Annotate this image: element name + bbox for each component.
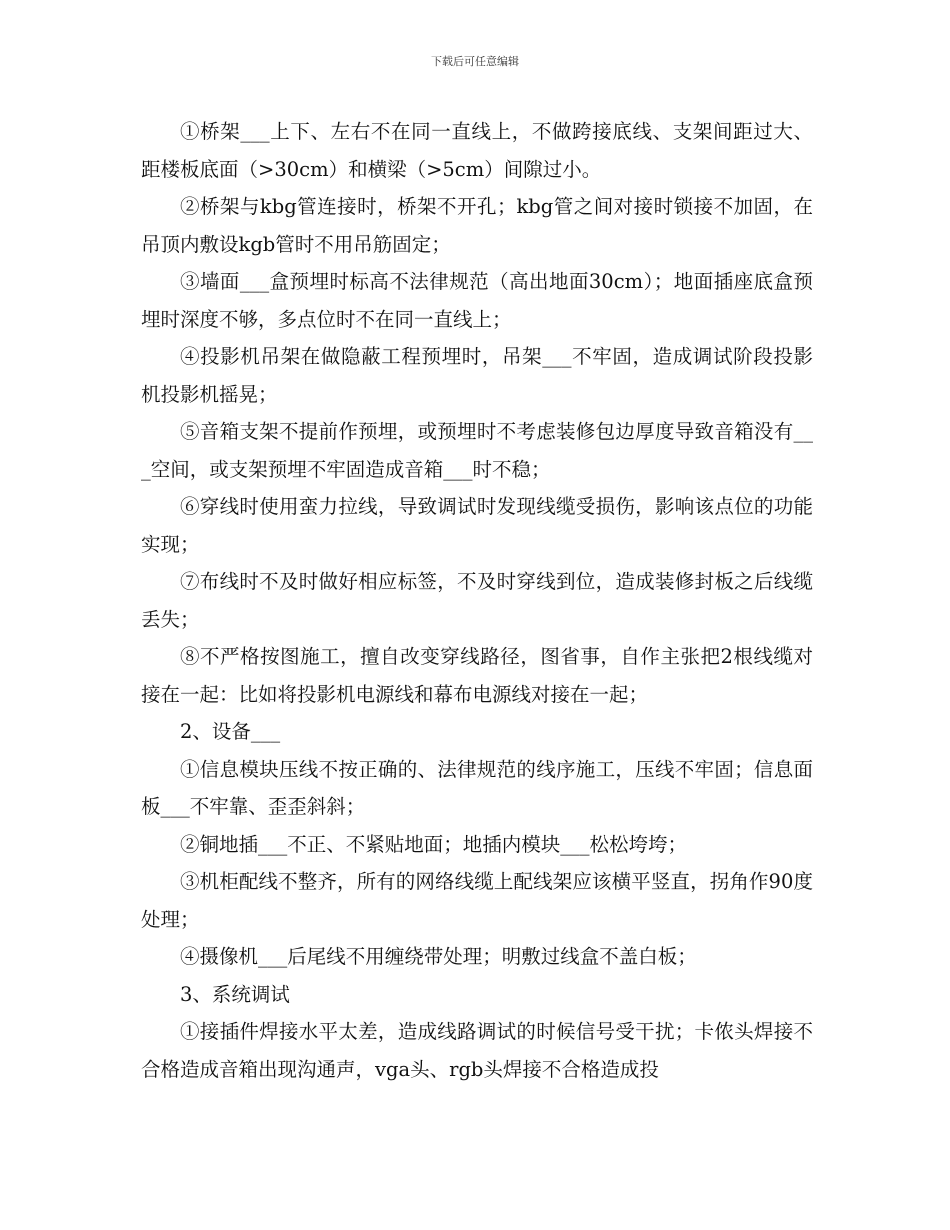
paragraph: ④摄像机___后尾线不用缠绕带处理；明敷过线盒不盖白板； [180, 945, 697, 968]
paragraph: ⑧不严格按图施工，擅自改变穿线路径，图省事，自作主张把2根线缆对接在一起：比如将投影机电源线和幕布电源线对接在一起； [141, 645, 813, 706]
paragraph: ①接插件焊接水平太差，造成线路调试的时候信号受干扰；卡侬头焊接不合格造成音箱出现沟通声，vga头、rgb头焊接不合格造成投 [141, 1020, 813, 1081]
paragraph: ⑥穿线时使用蛮力拉线，导致调试时发现线缆受损伤，影响该点位的功能实现； [141, 495, 813, 556]
paragraph: ③墙面___盒预埋时标高不法律规范（高出地面30cm）；地面插座底盒预埋时深度不够，多点位时不在同一直线上； [141, 270, 813, 331]
paragraph: ②铜地插___不正、不紧贴地面；地插内模块___松松垮垮； [180, 832, 688, 856]
section-heading: 2、设备___ [180, 720, 281, 743]
page-header: 下载后可任意编辑 [431, 55, 519, 68]
paragraph: ①桥架___上下、左右不在同一直线上，不做跨接底线、支架间距过大、距楼板底面（>30cm）和横梁（>5cm）间隙过小。 [141, 120, 813, 181]
paragraph: ⑦布线时不及时做好相应标签，不及时穿线到位，造成装修封板之后线缆丢失； [141, 570, 813, 631]
section-heading: 3、系统调试 [180, 982, 290, 1006]
paragraph: ③机柜配线不整齐，所有的网络线缆上配线架应该横平竖直，拐角作90度处理； [141, 870, 813, 931]
paragraph: ②桥架与kbg管连接时，桥架不开孔；kbg管之间对接时锁接不加固，在吊顶内敷设kgb管时不用吊筋固定； [141, 195, 813, 256]
paragraph: ④投影机吊架在做隐蔽工程预埋时，吊架___不牢固，造成调试阶段投影机投影机摇晃； [141, 345, 813, 406]
paragraph: ⑤音箱支架不提前作预埋，或预埋时不考虑装修包边厚度导致音箱没有___空间，或支架预埋不牢固造成音箱___时不稳； [141, 420, 813, 481]
paragraph: ①信息模块压线不按正确的、法律规范的线序施工，压线不牢固；信息面板___不牢靠、歪歪斜斜； [141, 757, 813, 818]
document-body [141, 113, 813, 1088]
